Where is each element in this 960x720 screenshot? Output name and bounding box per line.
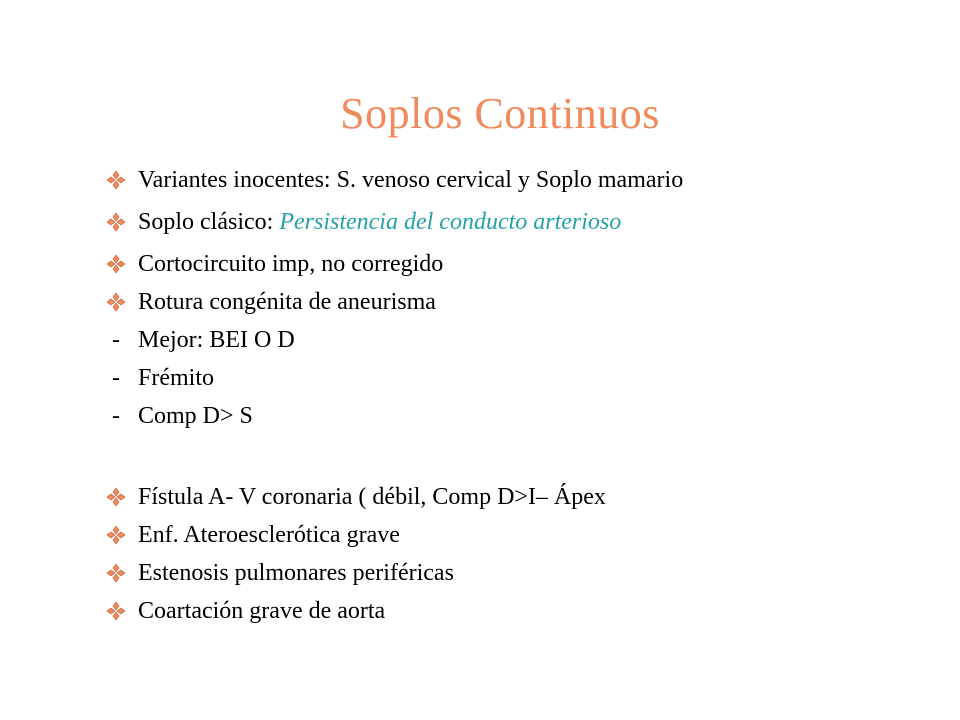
list-item (104, 561, 824, 585)
list-item (104, 210, 824, 234)
dash-marker: - (112, 365, 120, 391)
item-text: Variantes inocentes: S. venoso cervical y Soplo mamario (138, 167, 684, 193)
dash-marker: - (112, 403, 120, 429)
dash-marker: - (112, 327, 120, 353)
item-text: Enf. Ateroesclerótica grave (138, 522, 400, 548)
sub-item-text: Comp D> S (138, 403, 253, 429)
sub-item-text: Mejor: BEI O D (138, 327, 295, 353)
four-diamond-bullet-icon (106, 601, 126, 621)
sub-item (104, 366, 824, 390)
sub-item-text: Frémito (138, 365, 214, 391)
list-item (104, 599, 824, 623)
item-text: Coartación grave de aorta (138, 598, 386, 624)
sub-item (104, 404, 824, 428)
four-diamond-bullet-icon (106, 292, 126, 312)
four-diamond-bullet-icon (106, 487, 126, 507)
sub-item (104, 328, 824, 352)
four-diamond-bullet-icon (106, 563, 126, 583)
item-text: Cortocircuito imp, no corregido (138, 251, 444, 277)
item-text: Fístula A- V coronaria ( débil, Comp D>I– Ápex (138, 484, 606, 510)
list-item (104, 252, 824, 276)
four-diamond-bullet-icon (106, 212, 126, 232)
slide-title: Soplos Continuos (340, 89, 660, 138)
list-item (104, 485, 824, 509)
list-item (104, 523, 824, 547)
item-text: Soplo clásico: (138, 209, 280, 235)
four-diamond-bullet-icon (106, 525, 126, 545)
list-item (104, 168, 824, 192)
item-text: Estenosis pulmonares periféricas (138, 560, 454, 586)
four-diamond-bullet-icon (106, 170, 126, 190)
item-accent-text: Persistencia del conducto arterioso (279, 209, 622, 235)
four-diamond-bullet-icon (106, 254, 126, 274)
list-item (104, 290, 824, 314)
item-text: Rotura congénita de aneurisma (138, 289, 436, 315)
bullet-list (104, 168, 824, 623)
